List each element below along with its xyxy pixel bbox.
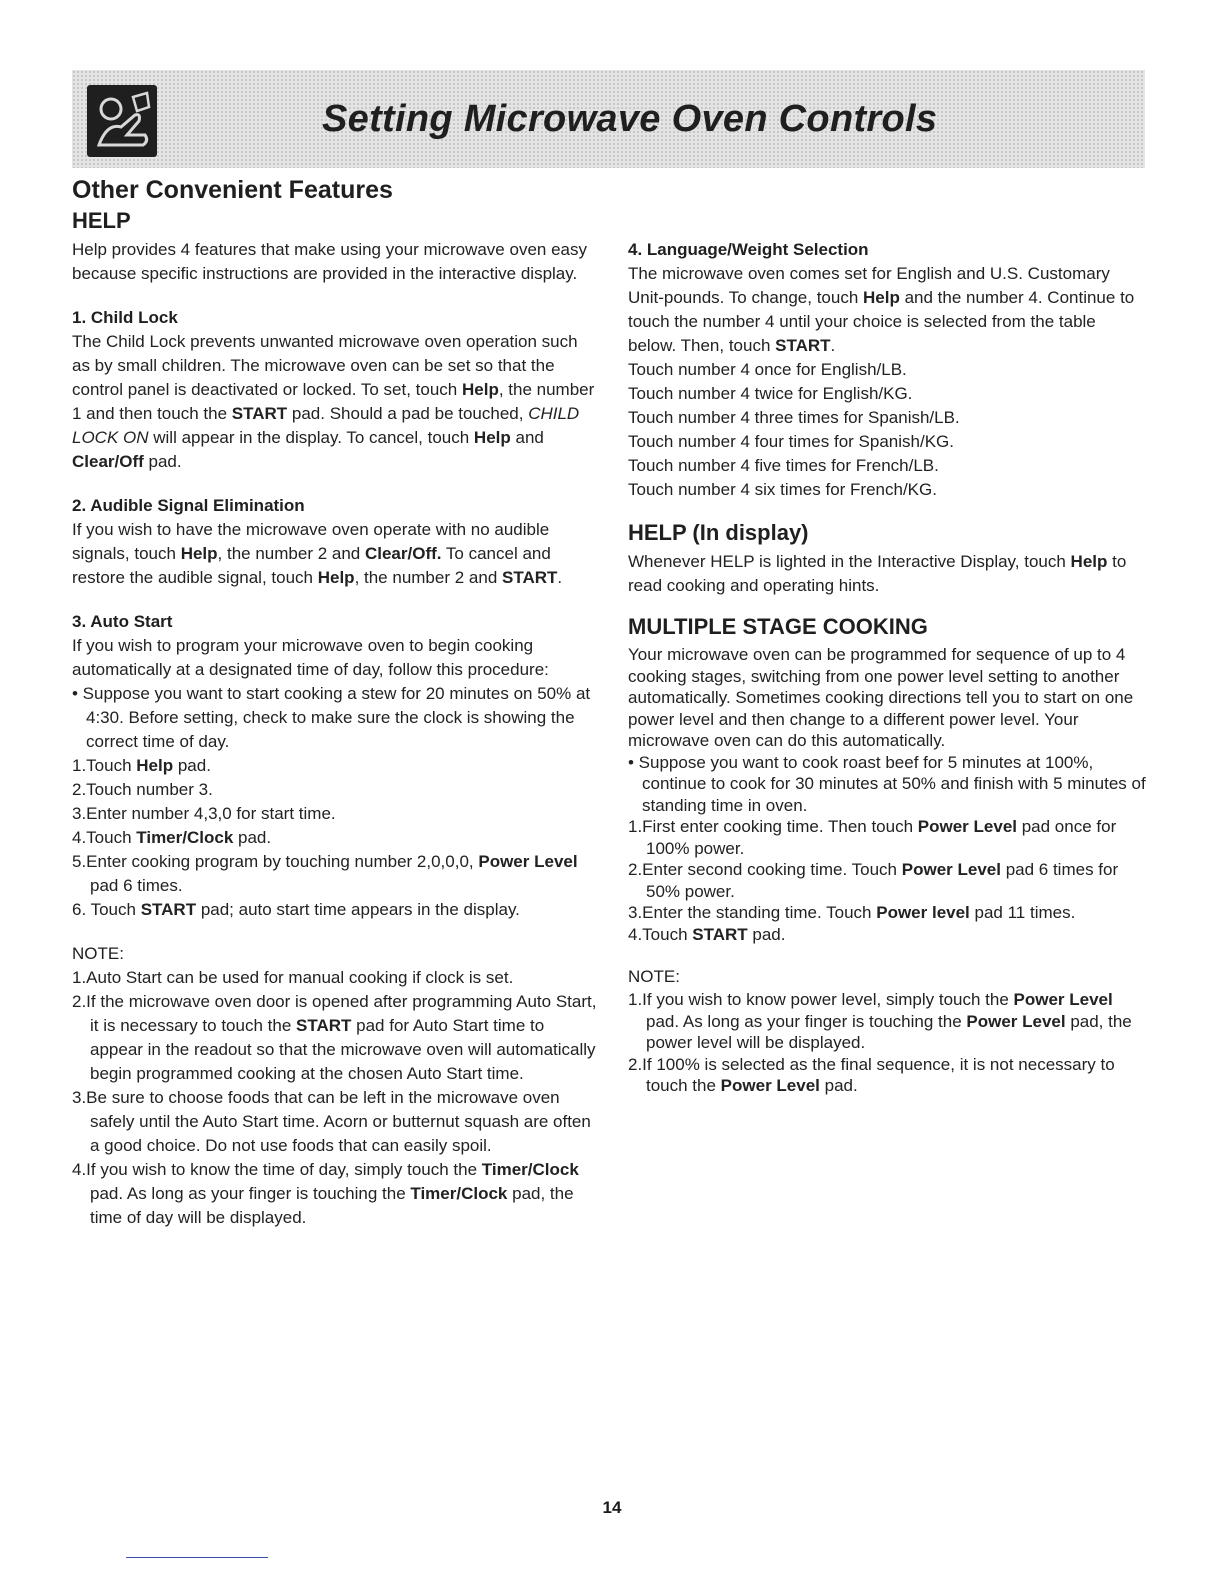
multiple-stage-notes [628,989,1148,1097]
note-heading: NOTE: [628,967,680,986]
list-item: 1.Touch Help pad. [72,756,211,775]
list-item: 1.Auto Start can be used for manual cooking if clock is set. [72,968,514,987]
list-item: 3.Enter number 4,3,0 for start time. [72,804,336,823]
auto-start-notes [72,966,600,1230]
left-column [72,208,600,1230]
chef-hand-icon [87,85,157,157]
help-heading: HELP [72,208,131,233]
multiple-stage-bullet: • Suppose you want to cook roast beef for 5 minutes at 100%, continue to cook for 30 minutes at 50% and finish with 5 minutes of standing time in oven. [628,752,1146,815]
multiple-stage-intro: Your microwave oven can be programmed for sequence of up to 4 cooking stages, switching from one power level setting to another automatically. Sometimes cooking directions tell you to start on one power level and then change to a different power level. Your microwave oven can do this automatically. [628,645,1134,750]
help-display-heading: HELP (In display) [628,520,809,545]
multiple-stage-heading: MULTIPLE STAGE COOKING [628,614,928,639]
help-display-text: Whenever HELP is lighted in the Interactive Display, touch Help to read cooking and operating hints. [628,552,1127,595]
list-item: 1.First enter cooking time. Then touch Power Level pad once for 100% power. [628,817,1117,858]
multiple-stage-steps [628,816,1148,945]
list-item: 1.If you wish to know power level, simply touch the Power Level pad. As long as your finger is touching the Power Level pad, the power level will be displayed. [628,990,1132,1052]
audible-signal-title: 2. Audible Signal Elimination [72,496,305,515]
note-heading: NOTE: [72,944,124,963]
language-option: Touch number 4 five times for French/LB. [628,456,939,475]
language-option: Touch number 4 twice for English/KG. [628,384,913,403]
list-item: 2.If the microwave oven door is opened after programming Auto Start, it is necessary to touch the START pad for Auto Start time to appear in the readout so that the microwave oven will automatically begin programmed cooking at the chosen Auto Start time. [72,992,597,1083]
right-column [628,240,1148,1097]
list-item: 2.If 100% is selected as the final sequence, it is not necessary to touch the Power Level pad. [628,1054,1115,1095]
help-intro: Help provides 4 features that make using your microwave oven easy because specific instructions are provided in the interactive display. [72,240,587,283]
language-option: Touch number 4 four times for Spanish/KG. [628,432,954,451]
language-text: The microwave oven comes set for English and U.S. Customary Unit-pounds. To change, touch Help and the number 4. Continue to touch the number 4 until your choice is selected from the table below. Then, touch START. [628,264,1135,355]
audible-signal-text: If you wish to have the microwave oven operate with no audible signals, touch Help, the number 2 and Clear/Off. To cancel and restore the audible signal, touch Help, the number 2 and START. [72,520,563,587]
auto-start-steps [72,754,600,922]
list-item: 2.Touch number 3. [72,780,213,799]
list-item: 4.Touch Timer/Clock pad. [72,828,272,847]
list-item: 3.Be sure to choose foods that can be left in the microwave oven safely until the Auto Start time. Acorn or butternut squash are often a good choice. Do not use foods that can easily spoil. [72,1088,591,1155]
auto-start-title: 3. Auto Start [72,612,173,631]
header-banner [72,70,1145,168]
child-lock-title: 1. Child Lock [72,308,178,327]
language-option: Touch number 4 three times for Spanish/LB. [628,408,960,427]
list-item: 5.Enter cooking program by touching number 2,0,0,0, Power Level pad 6 times. [72,852,578,895]
footer-divider [126,1557,268,1558]
list-item: 3.Enter the standing time. Touch Power level pad 11 times. [628,903,1076,922]
auto-start-intro: If you wish to program your microwave oven to begin cooking automatically at a designated time of day, follow this procedure: [72,636,549,679]
page-number: 14 [602,1498,622,1517]
list-item: 2.Enter second cooking time. Touch Power Level pad 6 times for 50% power. [628,860,1119,901]
list-item: 4.If you wish to know the time of day, simply touch the Timer/Clock pad. As long as your finger is touching the Timer/Clock pad, the time of day will be displayed. [72,1160,579,1227]
list-item: 6. Touch START pad; auto start time appears in the display. [72,900,520,919]
section-title: Other Convenient Features [72,176,393,204]
page-title: Setting Microwave Oven Controls [322,98,938,140]
language-option: Touch number 4 once for English/LB. [628,360,907,379]
language-title: 4. Language/Weight Selection [628,240,869,259]
child-lock-text: The Child Lock prevents unwanted microwave oven operation such as by small children. The microwave oven can be set so that the control panel is deactivated or locked. To set, touch Help, the number 1 and then touch the START pad. Should a pad be touched, CHILD LOCK ON will appear in the display. To cancel, touch Help and Clear/Off pad. [72,332,595,471]
auto-start-bullet: • Suppose you want to start cooking a stew for 20 minutes on 50% at 4:30. Before setting, check to make sure the clock is showing the correct time of day. [72,684,591,751]
language-option: Touch number 4 six times for French/KG. [628,480,937,499]
list-item: 4.Touch START pad. [628,924,786,944]
